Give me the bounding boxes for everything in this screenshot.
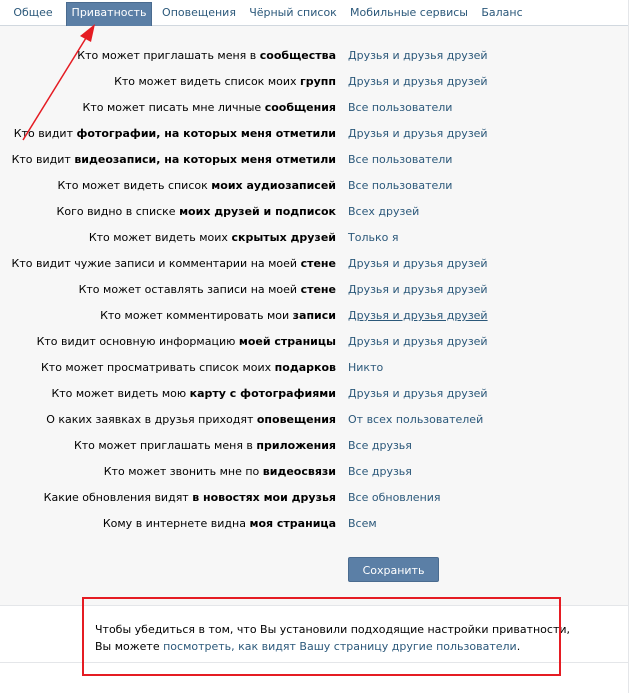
tab-blacklist[interactable]: Чёрный список <box>249 6 337 19</box>
setting-label: О каких заявках в друзья приходят оповещения <box>46 413 336 426</box>
setting-label: Кто видит фотографии, на которых меня отметили <box>13 127 336 140</box>
tab-privacy[interactable]: Приватность <box>66 2 152 26</box>
setting-value-link[interactable]: От всех пользователей <box>348 413 484 426</box>
setting-value-link[interactable]: Все пользователи <box>348 153 453 166</box>
info-line-1: Чтобы убедиться в том, что Вы установили подходящие настройки приватности, <box>95 623 570 636</box>
setting-label: Кому в интернете видна моя страница <box>102 517 336 530</box>
setting-label: Кто видит чужие записи и комментарии на моей стене <box>11 257 336 270</box>
setting-label: Кто может приглашать меня в приложения <box>73 439 336 452</box>
setting-value-link[interactable]: Все друзья <box>348 439 412 452</box>
setting-value-link[interactable]: Друзья и друзья друзей <box>348 283 488 296</box>
setting-value-link[interactable]: Друзья и друзья друзей <box>348 75 488 88</box>
setting-value-link[interactable]: Друзья и друзья друзей <box>348 387 488 400</box>
setting-label: Кто может видеть моих скрытых друзей <box>88 231 336 244</box>
setting-value-link[interactable]: Все обновления <box>348 491 441 504</box>
tab-general[interactable]: Общее <box>13 6 53 19</box>
setting-label: Кто видит основную информацию моей страницы <box>36 335 336 348</box>
setting-value-link[interactable]: Друзья и друзья друзей <box>348 309 488 322</box>
setting-label: Кого видно в списке моих друзей и подписок <box>56 205 336 218</box>
setting-value-link[interactable]: Никто <box>348 361 384 374</box>
setting-label: Какие обновления видят в новостях мои друзья <box>43 491 336 504</box>
setting-label: Кто может видеть список моих аудиозаписей <box>57 179 336 192</box>
setting-label: Кто может оставлять записи на моей стене <box>78 283 336 296</box>
setting-value-link[interactable]: Всем <box>348 517 377 530</box>
setting-label: Кто видит видеозаписи, на которых меня отметили <box>11 153 336 166</box>
view-as-others-link[interactable]: посмотреть, как видят Вашу страницу другие пользователи <box>163 640 517 653</box>
setting-value-link[interactable]: Все друзья <box>348 465 412 478</box>
setting-label: Кто может видеть список моих групп <box>114 75 336 88</box>
setting-value-link[interactable]: Все пользователи <box>348 101 453 114</box>
setting-value-link[interactable]: Только я <box>348 231 399 244</box>
info-line-2: Вы можете посмотреть, как видят Вашу страницу другие пользователи. <box>95 640 521 653</box>
setting-label: Кто может видеть мою карту с фотографиями <box>51 387 336 400</box>
setting-label: Кто может просматривать список моих подарков <box>40 361 336 374</box>
setting-value-link[interactable]: Друзья и друзья друзей <box>348 335 488 348</box>
setting-label: Кто может звонить мне по видеосвязи <box>103 465 336 478</box>
setting-value-link[interactable]: Друзья и друзья друзей <box>348 257 488 270</box>
setting-value-link[interactable]: Друзья и друзья друзей <box>348 49 488 62</box>
setting-label: Кто может приглашать меня в сообщества <box>77 49 336 62</box>
setting-value-link[interactable]: Все пользователи <box>348 179 453 192</box>
save-button[interactable]: Сохранить <box>348 557 439 582</box>
tab-notifications[interactable]: Оповещения <box>162 6 236 19</box>
setting-value-link[interactable]: Друзья и друзья друзей <box>348 127 488 140</box>
setting-label: Кто может комментировать мои записи <box>100 309 336 322</box>
setting-value-link[interactable]: Всех друзей <box>348 205 420 218</box>
setting-label: Кто может писать мне личные сообщения <box>82 101 336 114</box>
tab-balance[interactable]: Баланс <box>481 6 523 19</box>
tab-mobile-services[interactable]: Мобильные сервисы <box>350 6 468 19</box>
